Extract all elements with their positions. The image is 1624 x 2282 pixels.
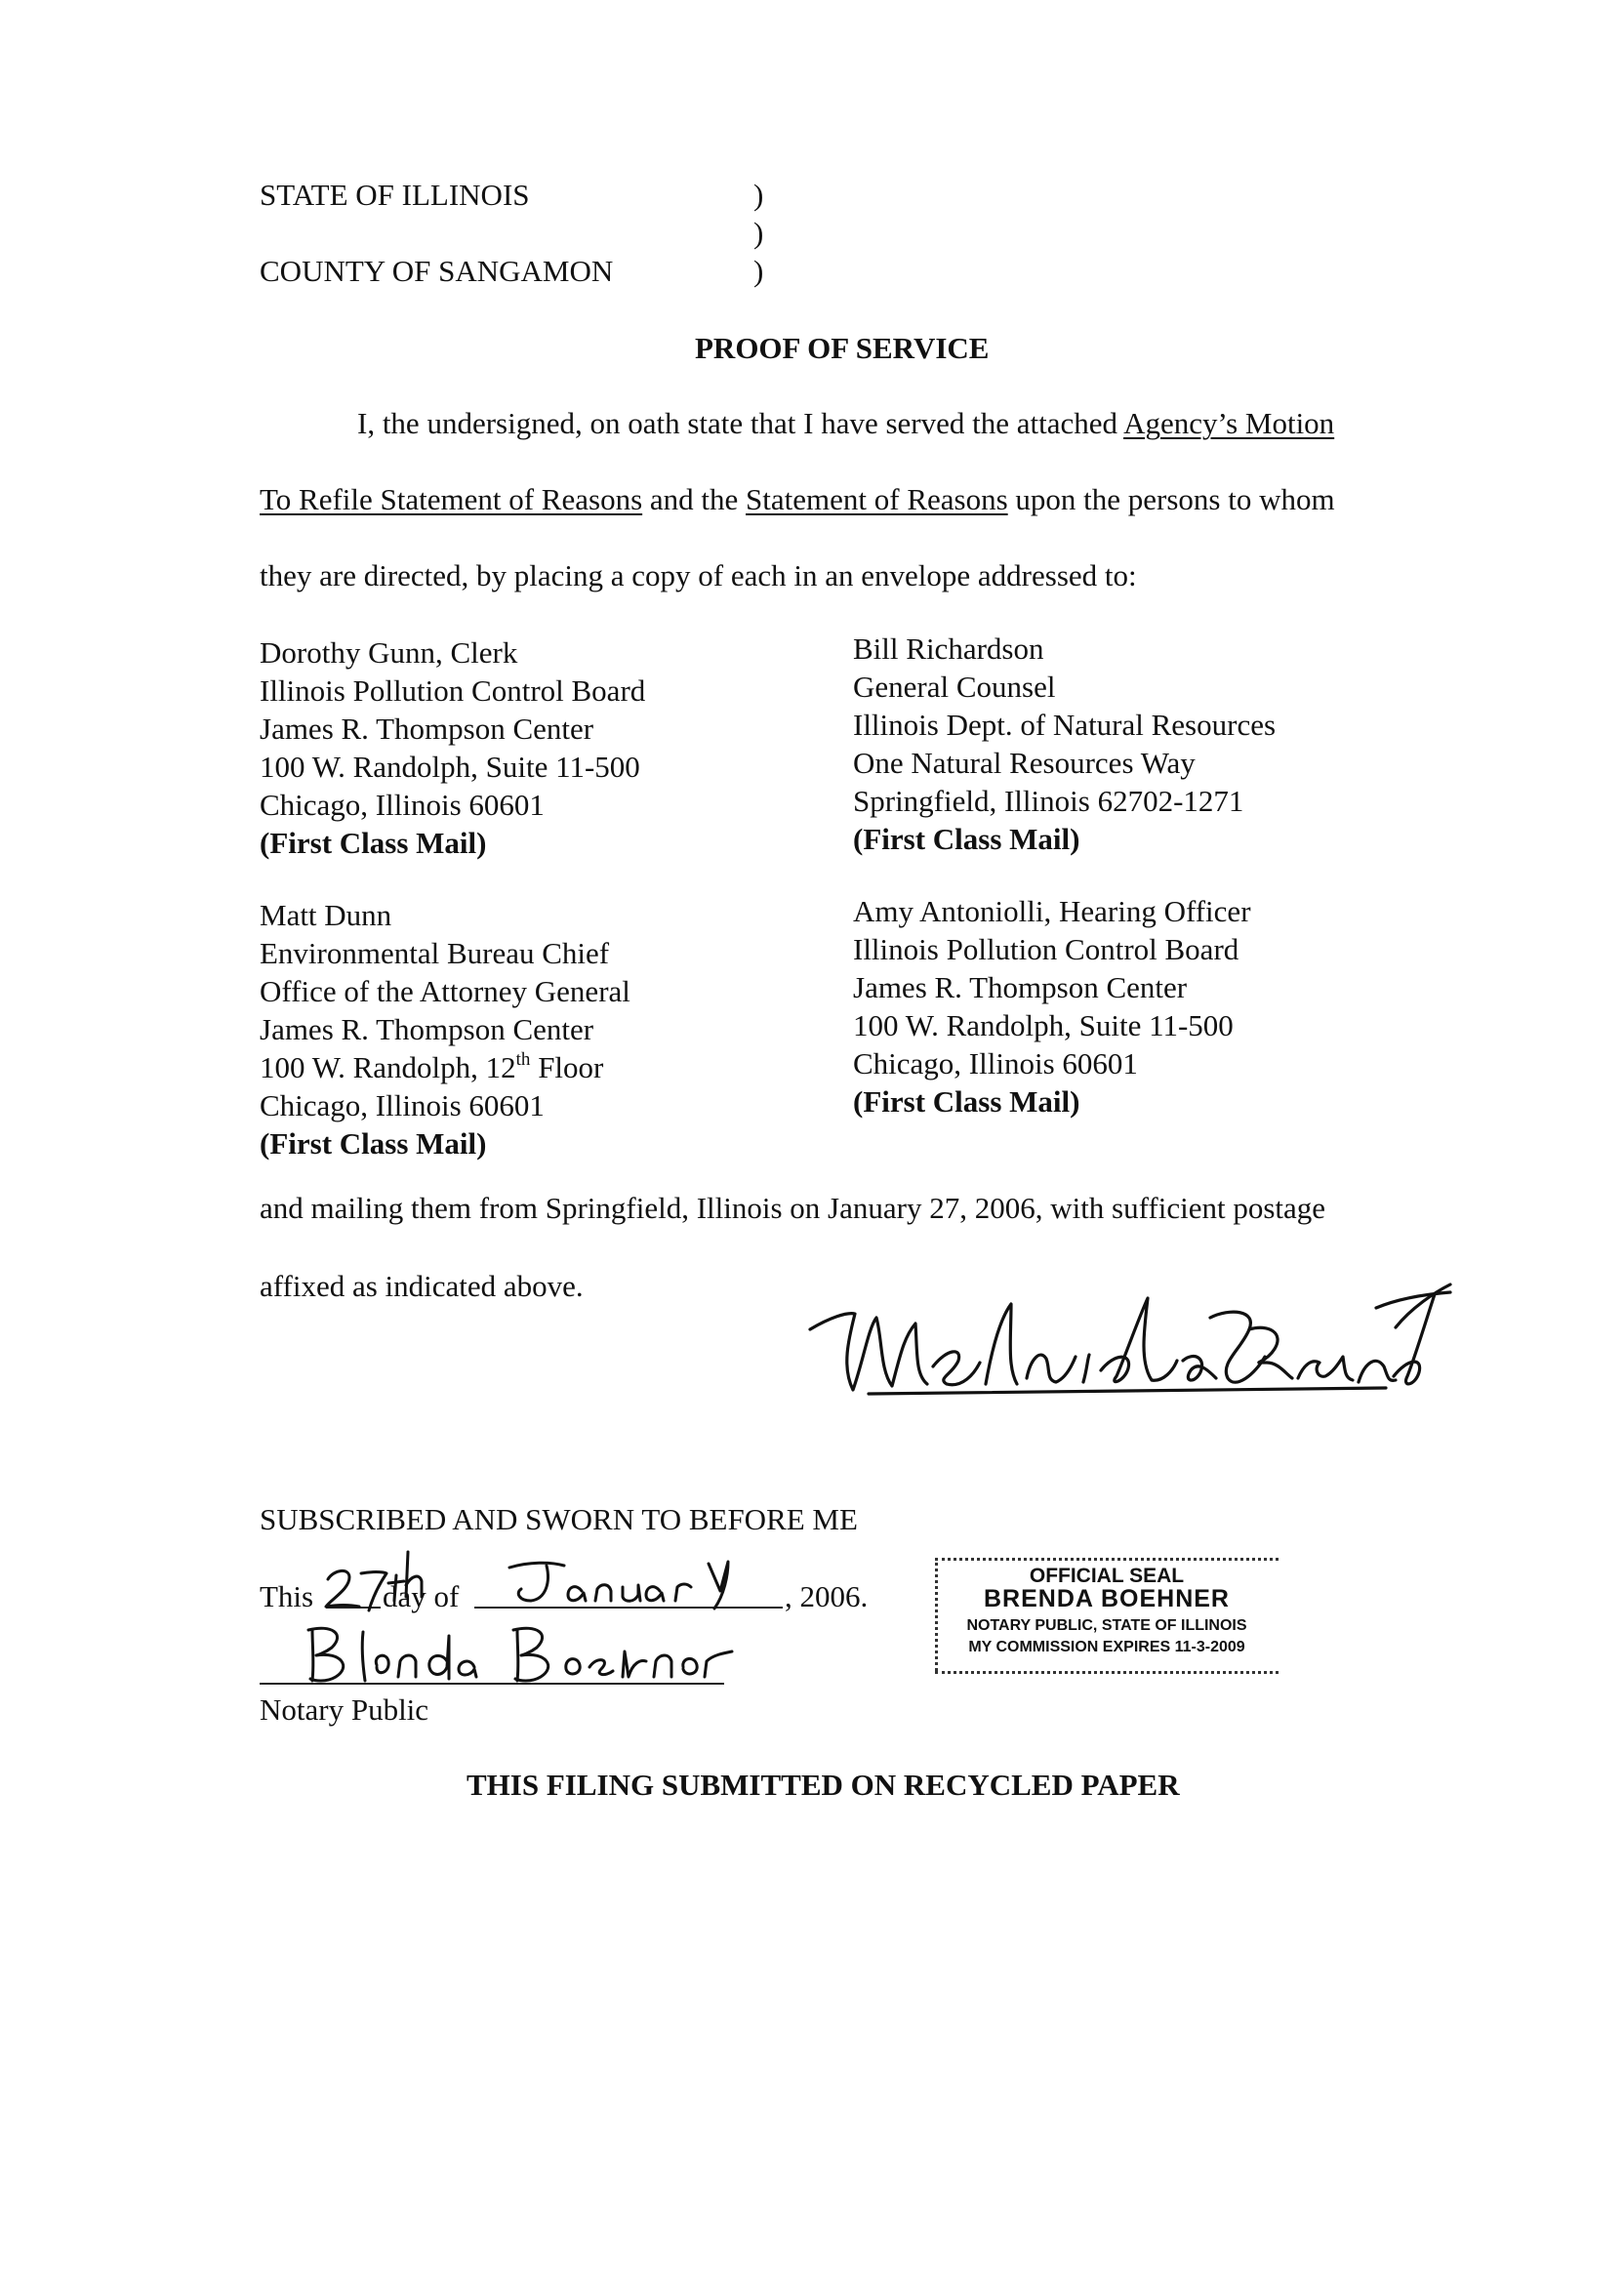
address-line: Chicago, Illinois 60601 <box>260 788 545 822</box>
statement-title: Statement of Reasons <box>746 482 1008 516</box>
address-line: One Natural Resources Way <box>853 746 1196 780</box>
seal-border <box>935 1558 1279 1561</box>
address-line: Chicago, Illinois 60601 <box>260 1088 545 1122</box>
body-text: I, the undersigned, on oath state that I have served the attached <box>357 406 1124 440</box>
delivery-method: (First Class Mail) <box>260 826 487 860</box>
address-line: Chicago, Illinois 60601 <box>853 1046 1138 1080</box>
seal-title: OFFICIAL SEAL <box>1029 1565 1185 1587</box>
address-line: 100 W. Randolph, Suite 11-500 <box>853 1008 1234 1042</box>
jurat-this: This <box>260 1579 314 1613</box>
caption-paren: ) <box>753 254 764 288</box>
motion-title-cont: To Refile Statement of Reasons <box>260 482 643 516</box>
seal-border <box>935 1671 1279 1674</box>
document-title: PROOF OF SERVICE <box>695 331 990 365</box>
seal-notary-state: NOTARY PUBLIC, STATE OF ILLINOIS <box>966 1617 1247 1634</box>
address-line: Illinois Pollution Control Board <box>853 932 1239 966</box>
seal-expiration: MY COMMISSION EXPIRES 11-3-2009 <box>968 1639 1245 1655</box>
body-text: upon the persons to whom <box>1007 482 1335 516</box>
address-line: Dorothy Gunn, Clerk <box>260 635 518 670</box>
seal-notary-name: BRENDA BOEHNER <box>984 1585 1230 1612</box>
body-line-3: they are directed, by placing a copy of each in an envelope addressed to: <box>260 558 1137 592</box>
body-line-1 <box>357 408 1334 438</box>
handwritten-day <box>322 1546 439 1614</box>
mailing-line-1: and mailing them from Springfield, Illinois on January 27, 2006, with sufficient postage <box>260 1191 1326 1225</box>
recipient-block <box>853 892 1251 1121</box>
mailing-line-2: affixed as indicated above. <box>260 1269 584 1303</box>
handwritten-month <box>508 1556 781 1612</box>
address-line: 100 W. Randolph, 12th Floor <box>260 1049 604 1084</box>
recipient-block <box>260 896 630 1162</box>
delivery-method: (First Class Mail) <box>853 1084 1080 1119</box>
address-line: James R. Thompson Center <box>853 970 1188 1004</box>
delivery-method: (First Class Mail) <box>260 1126 487 1161</box>
delivery-method: (First Class Mail) <box>853 822 1080 856</box>
address-line: James R. Thompson Center <box>260 712 594 746</box>
address-line: Springfield, Illinois 62702-1271 <box>853 784 1244 818</box>
address-line: Amy Antoniolli, Hearing Officer <box>853 894 1251 928</box>
body-text: and the <box>642 482 747 516</box>
recipient-block <box>853 630 1276 858</box>
address-line: Illinois Dept. of Natural Resources <box>853 708 1277 742</box>
recipient-block <box>260 633 645 862</box>
address-line: Illinois Pollution Control Board <box>260 673 646 708</box>
county-caption: COUNTY OF SANGAMON <box>260 254 614 288</box>
address-line: Office of the Attorney General <box>260 974 630 1008</box>
notary-signature-line <box>260 1683 724 1685</box>
address-line: General Counsel <box>853 670 1056 704</box>
official-seal-stamp <box>935 1558 1279 1677</box>
footer-note: THIS FILING SUBMITTED ON RECYCLED PAPER <box>467 1768 1180 1802</box>
notary-signature <box>254 1616 742 1691</box>
address-line: Environmental Bureau Chief <box>260 936 610 970</box>
jurat-day-of: day of <box>383 1579 460 1613</box>
caption-paren: ) <box>753 216 764 250</box>
affiant-signature <box>791 1269 1454 1406</box>
jurat-year: , 2006. <box>785 1579 869 1613</box>
caption-paren: ) <box>753 178 764 212</box>
address-line: James R. Thompson Center <box>260 1012 594 1046</box>
body-line-2 <box>260 484 1335 514</box>
address-line: Bill Richardson <box>853 632 1044 666</box>
address-line: 100 W. Randolph, Suite 11-500 <box>260 750 640 784</box>
address-line: Matt Dunn <box>260 898 392 932</box>
jurat-heading: SUBSCRIBED AND SWORN TO BEFORE ME <box>260 1502 858 1536</box>
state-caption: STATE OF ILLINOIS <box>260 178 530 212</box>
notary-public-label: Notary Public <box>260 1692 429 1727</box>
motion-title: Agency’s Motion <box>1123 406 1335 440</box>
